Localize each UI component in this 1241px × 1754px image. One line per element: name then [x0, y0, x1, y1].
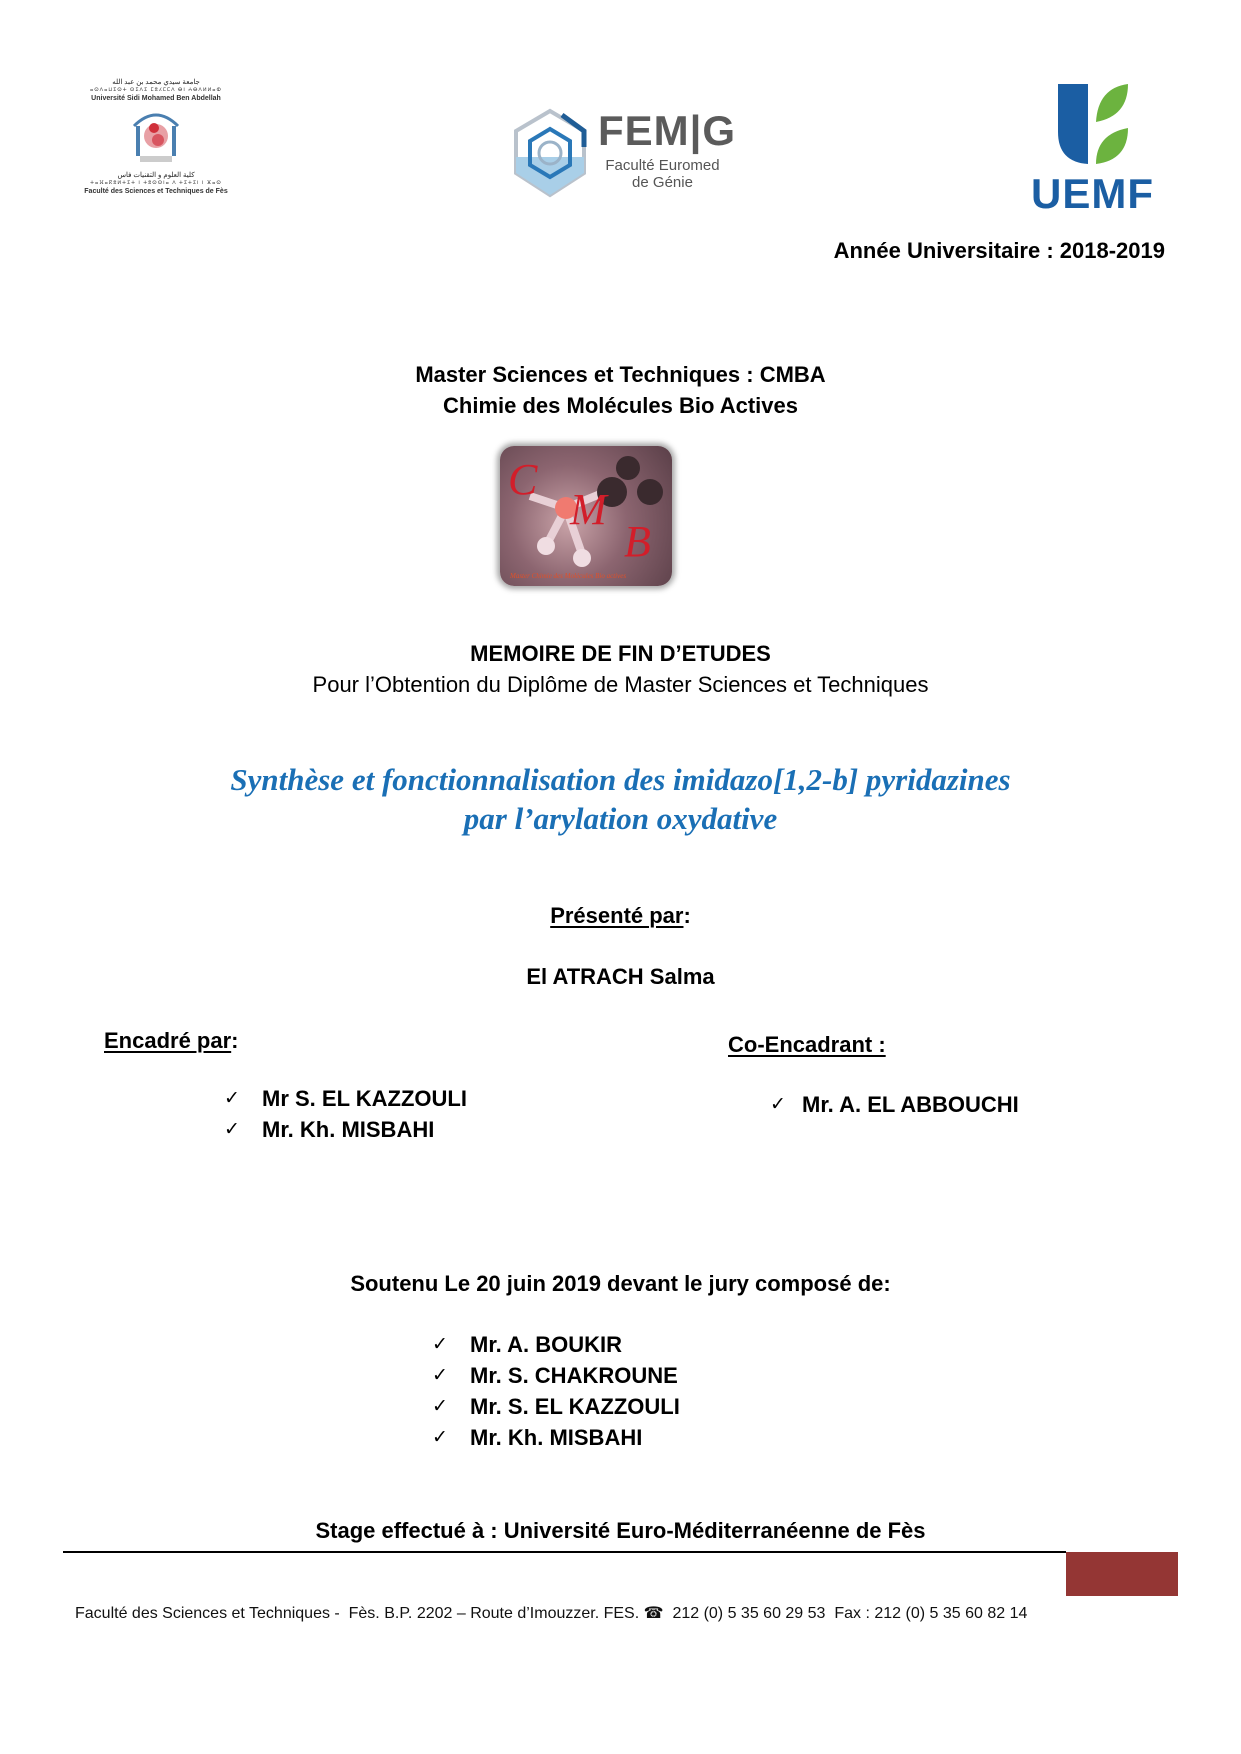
cmba-logo	[500, 446, 672, 586]
jury-member	[432, 1329, 680, 1360]
jury-member-name: Mr. S. CHAKROUNE	[470, 1363, 678, 1388]
check-icon: ✓	[432, 1334, 448, 1355]
femg-subtitle	[605, 157, 720, 191]
fst-tifinagh-name: ⵜⴰⴼⴰⴽⵓⵍⵜⵉⵜ ⵏ ⵜⵓⵙⵙⵏⴰ ⴷ ⵜⵉⵜⵉⵏ ⵏ ⴼⴰⵙ	[90, 180, 222, 186]
check-icon: ✓	[432, 1365, 448, 1386]
usmba-arabic-name: جامعة سيدي محمد بن عبد الله	[112, 79, 200, 86]
fst-french-name: Faculté des Sciences et Techniques de Fès	[84, 188, 228, 195]
student-name: El ATRACH Salma	[526, 964, 715, 989]
supervisor-name: Mr. Kh. MISBAHI	[262, 1117, 435, 1142]
femg-logo	[510, 105, 737, 205]
presented-by-label: Présenté par	[550, 903, 684, 928]
cmba-caption: Master Chimie des Molécules Bio actives	[510, 572, 627, 580]
check-icon: ✓	[432, 1427, 448, 1448]
footer-address: Faculté des Sciences et Techniques - Fès. B.P. 2202 – Route d’Imouzzer. FES.	[75, 1605, 640, 1622]
cmba-letter-b: B	[624, 517, 651, 566]
jury-member	[432, 1360, 680, 1391]
internship-location: Stage effectué à : Université Euro-Méditerranéenne de Fès	[315, 1518, 926, 1543]
usmba-emblem-icon	[130, 106, 182, 168]
supervisors-heading	[104, 1025, 239, 1056]
thesis-purpose: Pour l’Obtention du Diplôme de Master Sciences et Techniques	[312, 672, 929, 697]
uemf-logo	[1028, 82, 1168, 216]
thesis-title-line2: par l’arylation oxydative	[463, 801, 778, 836]
thesis-title-line1: Synthèse et fonctionnalisation des imidazo[1,2-b] pyridazines	[230, 762, 1011, 797]
check-icon: ✓	[224, 1119, 240, 1140]
co-supervisor-list	[770, 1089, 1019, 1120]
program-line2: Chimie des Molécules Bio Actives	[443, 393, 798, 418]
supervisor-item	[224, 1114, 467, 1145]
footer-phone: 212 (0) 5 35 60 29 53	[672, 1605, 826, 1622]
footer-accent-block	[1066, 1552, 1178, 1596]
jury-member-name: Mr. S. EL KAZZOULI	[470, 1394, 680, 1419]
presented-by-colon: :	[683, 903, 691, 928]
footer-divider	[63, 1551, 1066, 1553]
jury-member	[432, 1391, 680, 1422]
phone-icon: ☎	[643, 1605, 664, 1622]
usmba-tifinagh-name: ⴰⵙⴷⴰⵡⵉⵙⵜ ⵙⵉⴷⵉ ⵎⵓⵃⵎⵎⴷ ⴱⵏ ⵄⴱⴷⵍⵍⴰⵀ	[90, 87, 222, 93]
jury-member-name: Mr. A. BOUKIR	[470, 1332, 622, 1357]
check-icon: ✓	[224, 1088, 240, 1109]
usmba-logo	[82, 78, 230, 206]
check-icon: ✓	[770, 1094, 786, 1115]
presented-by	[0, 900, 1241, 931]
supervisor-item	[224, 1083, 467, 1114]
check-icon: ✓	[432, 1396, 448, 1417]
usmba-french-name: Université Sidi Mohamed Ben Abdellah	[91, 95, 221, 102]
co-supervisor-name: Mr. A. EL ABBOUCHI	[802, 1092, 1019, 1117]
jury-list	[432, 1329, 680, 1453]
uemf-acronym: UEMF	[1031, 170, 1154, 217]
academic-year: Année Universitaire : 2018-2019	[833, 238, 1165, 263]
femg-subtitle-line1: Faculté Euromed	[605, 157, 720, 174]
supervisors-list	[224, 1083, 467, 1145]
supervisor-name: Mr S. EL KAZZOULI	[262, 1086, 467, 1111]
thesis-type: MEMOIRE DE FIN D’ETUDES	[470, 641, 771, 666]
cmba-letter-c: C	[508, 455, 538, 504]
jury-member-name: Mr. Kh. MISBAHI	[470, 1425, 643, 1450]
supervisors-label: Encadré par	[104, 1028, 232, 1053]
supervisors-colon: :	[231, 1028, 239, 1053]
fst-arabic-name: كلية العلوم و التقنيات فاس	[117, 172, 195, 179]
co-supervisor-item	[770, 1089, 1019, 1120]
cmba-letter-m: M	[570, 485, 607, 534]
defense-statement: Soutenu Le 20 juin 2019 devant le jury composé de:	[350, 1271, 891, 1296]
footer-fax: Fax : 212 (0) 5 35 60 82 14	[834, 1605, 1028, 1622]
femg-subtitle-line2: de Génie	[632, 174, 693, 191]
program-line1: Master Sciences et Techniques : CMBA	[415, 362, 826, 387]
footer-contact	[75, 1603, 1027, 1623]
co-supervisor-heading: Co-Encadrant :	[728, 1032, 886, 1057]
femg-hexagon-icon	[510, 107, 590, 203]
jury-member	[432, 1422, 680, 1453]
uemf-shield-leaf-icon	[1056, 82, 1136, 166]
femg-acronym: FEM|G	[598, 107, 737, 154]
